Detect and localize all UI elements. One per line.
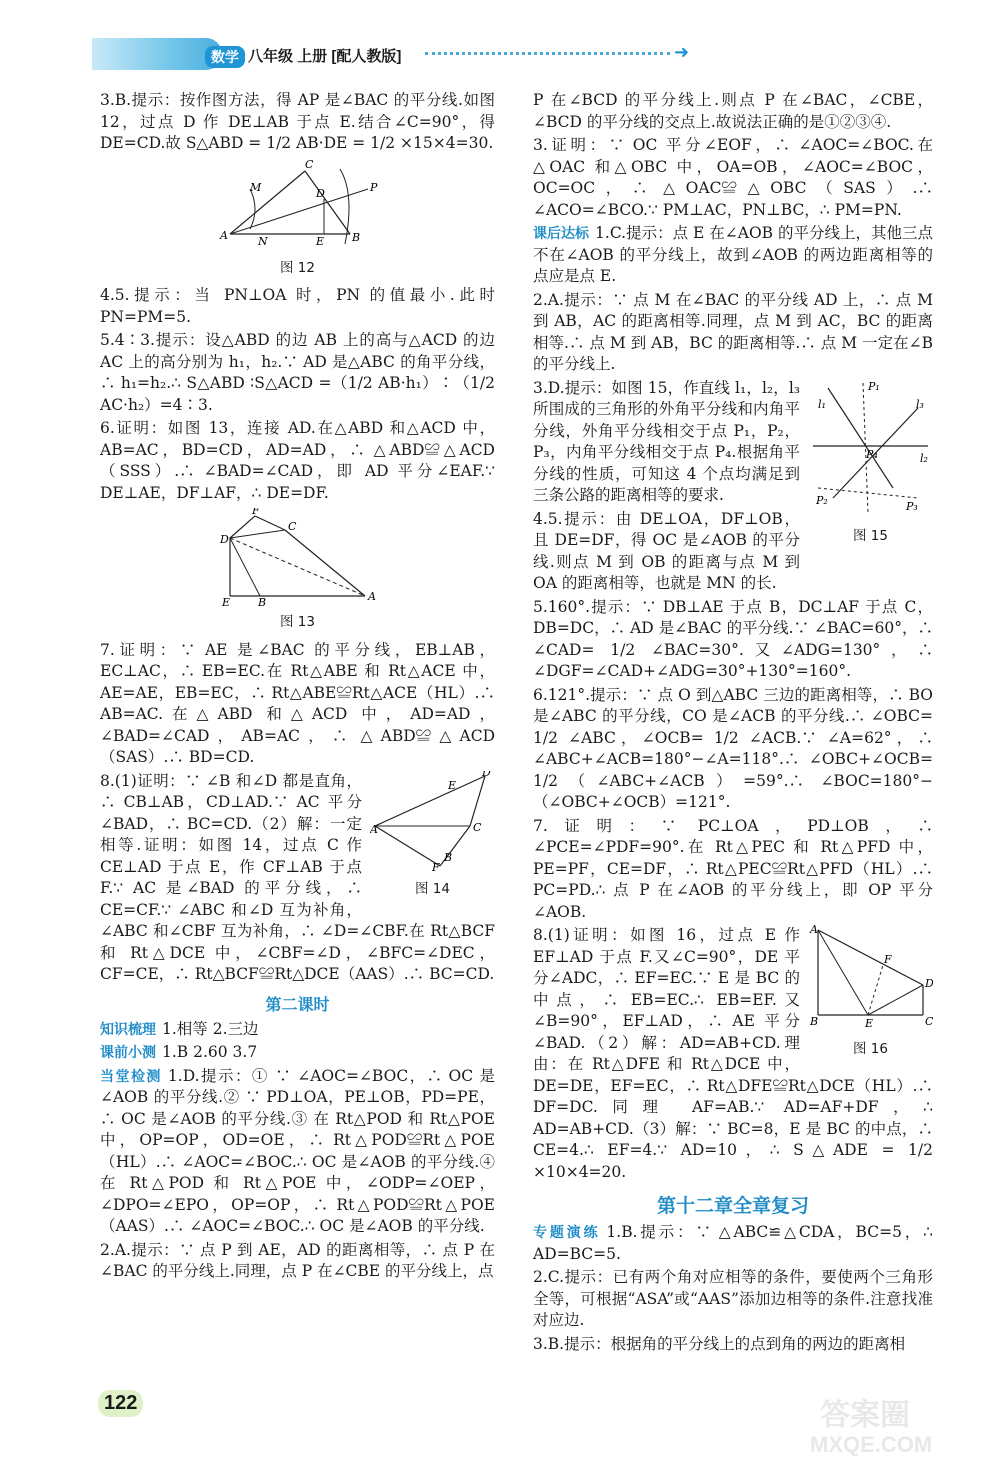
after-class-6: 6.121°.提示：∵ 点 O 到△ABC 三边的距离相等，∴ BO 是∠ABC 的平分线，CO 是∠ACB 的平分线.∴ ∠OBC= 1/2 ∠ABC，∠OCB= 1/2 ∠ACB.∵ ∠A=62°，∴ ∠ABC+∠ACB=180°−∠A=118°.∴ ∠OBC+∠OCB= 1/2（∠ABC+∠ACB）=59°.∴ ∠BOC=180°−（∠OBC+∠OCB）=121°. [533, 685, 933, 811]
svg-text:A: A [810, 925, 818, 936]
figure-15-caption: 图 15 [853, 528, 888, 544]
figure-12-diagram [100, 159, 495, 254]
svg-text:M: M [250, 180, 262, 194]
svg-text:B: B [444, 850, 453, 864]
svg-text:E: E [448, 778, 457, 792]
pre-quiz [100, 1042, 495, 1064]
page-number: 122 [98, 1390, 143, 1417]
svg-text:C: C [288, 520, 297, 533]
arrow-right-icon: ➜ [674, 42, 690, 63]
svg-text:D: D [316, 186, 325, 200]
svg-text:B: B [352, 230, 361, 244]
svg-text:D: D [482, 770, 491, 779]
knowledge-review [100, 1019, 495, 1041]
answer-7: 7.证明：∵ AE 是∠BAC 的平分线，EB⊥AB，EC⊥AC，∴ EB=EC.在 Rt△ABE 和 Rt△ACE 中，AE=AE，EB=EC，∴ Rt△ABE≌Rt△ACE（HL）.∴ AB=AC.在△ABD 和△ACD 中，AD=AD，∠BAD=∠CAD，AB=AC，∴ △ABD≌△ACD（SAS）.∴ BD=CD. [100, 640, 495, 766]
page-header [0, 0, 1000, 80]
answer-5: 5.4∶3.提示：设△ABD 的边 AB 上的高与△ACD 的边 AC 上的高分别为 h₁，h₂.∵ AD 是△ABC 的角平分线，∴ h₁=h₂.∴ S△ABD ∶S△ACD =（1/2 AB·h₁）∶（1/2 AC·h₂）=4∶3. [100, 331, 495, 414]
svg-text:F: F [884, 953, 892, 966]
figure-12 [100, 159, 495, 254]
figure-15-diagram [808, 378, 933, 518]
figure-14-caption: 图 14 [415, 881, 450, 897]
topic-1-text: 1.B.提示：∵ △ABC≌△CDA，BC=5，∴ AD=BC=5. [533, 1223, 933, 1263]
left-column [100, 90, 495, 1285]
svg-text:F: F [252, 508, 260, 517]
after-class-1 [533, 223, 933, 288]
answer-3: 3.B.提示：按作图方法，得 AP 是∠BAC 的平分线.如图12，过点 D 作 DE⊥AB 于点 E.结合∠C=90°，得 DE=CD.故 S△ABD = 1/2 AB·DE = 1/2 ×15×4=30. [100, 91, 495, 152]
svg-text:D: D [220, 533, 229, 546]
svg-text:E: E [865, 1017, 874, 1030]
header-decoration [92, 38, 222, 70]
svg-text:E: E [316, 234, 325, 248]
after-class-3: 3.D.提示：如图 15，作直线 l₁，l₂，l₃ 所围成的三角形的外角平分线和内角平分线，外角平分线相交于点 P₁，P₂，P₃，内角平分线相交于点 P₄.根据角平分线的性质，可知这 4 个点均满足到三条公路的距离相等的要求. [533, 378, 800, 504]
svg-text:A: A [370, 822, 378, 836]
after-class-4: 4.5.提示：由 DE⊥OA，DF⊥OB，且 DE=DF，得 OC 是∠AOB 的平分线.则点 M 到 OB 的距离与点 M 到 OA 的距离相等，也就是 MN 的长. [533, 509, 800, 592]
topic-practice-1 [533, 1222, 933, 1265]
svg-text:P₂: P₂ [816, 493, 828, 507]
svg-text:N: N [258, 234, 268, 248]
watermark-url: MXQE.COM [810, 1432, 933, 1457]
svg-text:F: F [432, 860, 440, 871]
figure-16-diagram [808, 925, 933, 1030]
topic-tag: 专题演练 [533, 1225, 601, 1241]
after-class-5: 5.160°.提示：∵ DB⊥AE 于点 B，DC⊥AF 于点 C，DB=DC，∴ AD 是∠BAC 的平分线.∵ ∠BAC=60°，∴ ∠CAD= 1/2 ∠BAC=30°.又∠ADG=130°，∴ ∠DGF=∠CAD+∠ADG=30°+130°=160°. [533, 597, 933, 680]
after-class-7: 7.证明：∵ PC⊥OA，PD⊥OB，∴ ∠PCE=∠PDF=90°.在 Rt△PEC 和 Rt△PFD 中，PE=PF，CE=DF，∴ Rt△PEC≌Rt△PFD（HL）.∴ PC=PD.∴ 点 P 在∠AOB 的平分线上，即 OP 平分∠AOB. [533, 816, 933, 921]
prequiz-tag: 课前小测 [100, 1045, 156, 1061]
answer-8: 8.(1)证明：∵ ∠B 和∠D 都是直角，∴ CB⊥AB，CD⊥AD.∵ AC 平分∠BAD，∴ BC=CD.（2）解：一定相等.证明：如图 14，过点 C 作 CE⊥AD 于点 E，作 CF⊥AB 于点 F.∵ AC 是∠BAD 的平分线，∴ CE=CF.∵ ∠ABC 和∠D 互为补角，∠ABC 和∠CBF 互为补角，∴ ∠D=∠CBF.在 Rt△BCF 和 Rt△DCE 中，∠CBF=∠D，∠BFC=∠DEC，CF=CE，∴ Rt△BCF≌Rt△DCE（AAS）.∴ BC=CD. [100, 771, 495, 983]
subject-badge: 数学 [205, 46, 245, 68]
svg-text:A: A [220, 228, 228, 242]
svg-text:P₁: P₁ [868, 379, 880, 393]
classcheck-tag: 当堂检测 [100, 1068, 162, 1085]
answer-4: 4.5.提示：当 PN⊥OA 时，PN 的值最小.此时 PN=PM=5. [100, 286, 495, 326]
svg-text:P₃: P₃ [906, 499, 918, 513]
answer-2b: P 在∠BCD 的平分线上.则点 P 在∠BAC，∠CBE，∠BCD 的平分线的交点上.故说法正确的是①②③④. [533, 91, 933, 131]
figure-16-caption: 图 16 [853, 1040, 888, 1057]
svg-text:P: P [370, 180, 378, 194]
svg-text:l₁: l₁ [818, 397, 826, 411]
right-column [533, 90, 933, 1357]
after-class-1-text: 1.C.提示：点 E 在∠AOB 的平分线上，其他三点不在∠AOB 的平分线上，故到∠AOB 的两边距离相等的点应是点 E. [533, 224, 934, 285]
svg-text:C: C [305, 158, 314, 171]
classcheck-text: 1.D.提示：① ∵ ∠AOC=∠BOC，∴ OC 是∠AOB 的平分线.② ∵ PD⊥OA，PE⊥OB，PD=PE，∴ OC 是∠AOB 的平分线.③ 在 Rt△POD 和 Rt△POE 中，OP=OP，OD=OE，∴ Rt△POD≌Rt△POE（HL）.∴ ∠AOC=∠BOC.∴ OC 是∠AOB 的平分线.④ 在 Rt△POD 和 Rt△POE 中，∠ODP=∠OEP，∠DPO=∠EPO，OP=OP，∴ Rt△POD≌Rt△POE（AAS）.∴ ∠AOC=∠BOC.∴ OC 是∠AOB 的平分线. [100, 1066, 496, 1235]
figure-13-diagram [100, 508, 495, 608]
figure-13 [100, 508, 495, 608]
svg-text:C: C [925, 1015, 933, 1028]
chapter-review-title: 第十二章全章复习 [656, 1195, 809, 1217]
figure-13-caption: 图 13 [280, 614, 315, 630]
svg-text:B: B [810, 1015, 819, 1028]
svg-text:P₄: P₄ [866, 447, 878, 461]
answer-6: 6.证明：如图 13，连接 AD.在△ABD 和△ACD 中，AB=AC，BD=CD，AD=AD，∴ △ABD≌△ACD（SSS）.∴ ∠BAD=∠CAD，即 AD 平分∠EAF.∵ DE⊥AE，DF⊥AF，∴ DE=DF. [100, 419, 495, 502]
figure-14 [370, 771, 495, 907]
svg-text:D: D [925, 977, 933, 990]
svg-text:C: C [473, 820, 482, 834]
prequiz-text: 1.B 2.60 3.7 [162, 1043, 258, 1061]
section-title-lesson2: 第二课时 [265, 994, 330, 1014]
figure-14-diagram [370, 771, 495, 871]
after-class-tag: 课后达标 [533, 226, 590, 242]
topic-practice-3: 3.B.提示：根据角的平分线上的点到角的两边的距离相 [533, 1334, 906, 1353]
figure-15 [808, 378, 933, 554]
knowledge-text: 1.相等 2.三边 [162, 1019, 259, 1038]
after-class-2: 2.A.提示：∵ 点 M 在∠BAC 的平分线 AD 上，∴ 点 M 到 AB，AC 的距离相等.同理，点 M 到 AC，BC 的距离相等.∴ 点 M 到 AB，BC 的距离相等.∴ 点 M 一定在∠B 的平分线上. [533, 290, 933, 373]
after-class-8: 8.(1)证明：如图 16，过点 E 作 EF⊥AD 于点 F.又∠C=90°，DE 平分∠ADC，∴ EF=EC.∵ E 是 BC 的中点，∴ EB=EC.∴ EB=EF.又∠B=90°，EF⊥AD，∴ AE 平分∠BAD.（2）解：AD=AB+CD.理由：在 Rt△DFE 和 Rt△DCE 中，DE=DE，EF=EC，∴ Rt△DFE≌Rt△DCE（HL）.∴ DF=DC.同理 AF=AB.∵ AD=AF+DF，∴ AD=AB+CD.（3）解：∵ BC=8，E 是 BC 的中点，∴ CE=4.∴ EF=4.∵ AD=10，∴ S△ADE = 1/2 ×10×4=20. [533, 926, 933, 1181]
svg-text:l₂: l₂ [920, 451, 928, 465]
grade-info: 八年级 上册 [配人教版] [248, 48, 402, 65]
watermark-logo: 答案圈 [820, 1399, 910, 1432]
svg-text:E: E [222, 596, 231, 608]
svg-text:A: A [368, 590, 376, 603]
svg-text:l₃: l₃ [916, 397, 924, 411]
svg-text:B: B [258, 596, 267, 608]
knowledge-tag: 知识梳理 [100, 1021, 156, 1038]
answer-3-right: 3.证明：∵ OC 平分∠EOF，∴ ∠AOC=∠BOC.在△OAC 和△OBC 中，OA=OB，∠AOC=∠BOC，OC=OC，∴ △OAC≌△OBC（SAS）.∴ ∠ACO=∠BCO.∵ PM⊥AC，PN⊥BC，∴ PM=PN. [533, 136, 933, 219]
topic-practice-2: 2.C.提示：已有两个角对应相等的条件，要使两个三角形全等，可根据“ASA”或“AAS”添加边相等的条件.注意找准对应边. [533, 1268, 933, 1329]
header-dotted-line [425, 52, 670, 55]
class-check [100, 1066, 495, 1238]
answer-2a: 2.A.提示：∵ 点 P 到 AE，AD 的距离相等，∴ 点 P 在∠BAC 的平分线上.同理，点 P 在∠CBE 的平分线上，点 [100, 1240, 495, 1280]
figure-16 [808, 925, 933, 1066]
figure-12-caption: 图 12 [280, 259, 315, 276]
